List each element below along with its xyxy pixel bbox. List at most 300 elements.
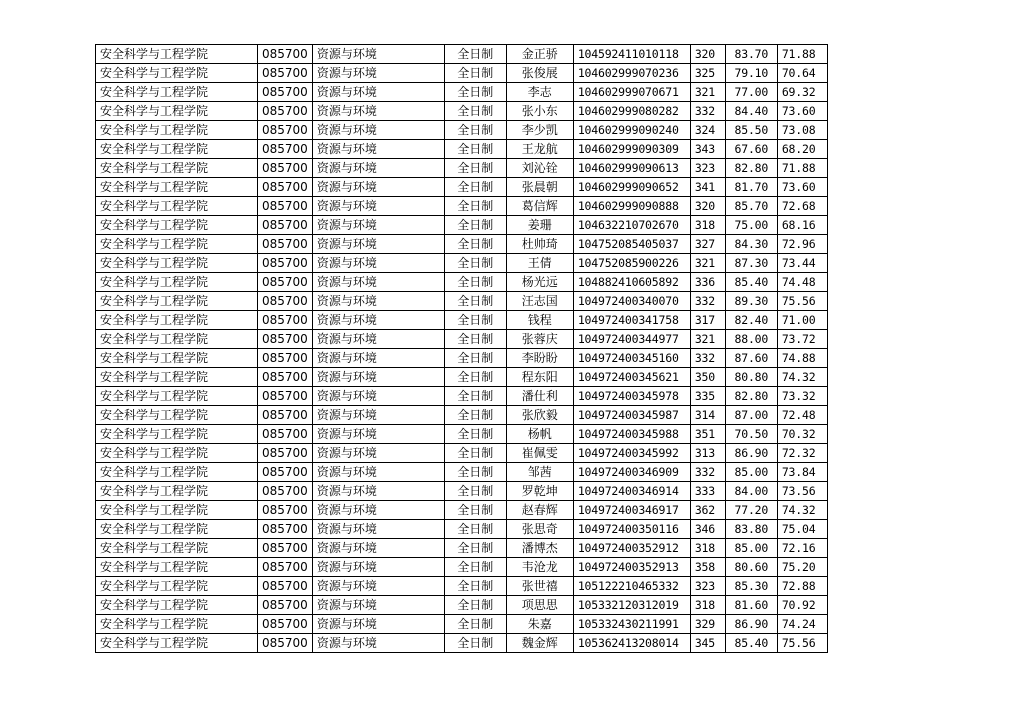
exam-id-cell: 104972400345992 xyxy=(573,444,690,463)
initial-score-cell: 321 xyxy=(690,254,725,273)
college-cell: 安全科学与工程学院 xyxy=(96,235,258,254)
major-code-cell: 085700 xyxy=(258,444,313,463)
college-cell: 安全科学与工程学院 xyxy=(96,45,258,64)
student-name-cell: 李少凯 xyxy=(506,121,573,140)
initial-score-cell: 362 xyxy=(690,501,725,520)
college-cell: 安全科学与工程学院 xyxy=(96,121,258,140)
exam-id-cell: 104602999090888 xyxy=(573,197,690,216)
initial-score-cell: 323 xyxy=(690,159,725,178)
interview-score-cell: 82.40 xyxy=(725,311,777,330)
total-score-cell: 73.08 xyxy=(777,121,827,140)
exam-id-cell: 105362413208014 xyxy=(573,634,690,653)
college-cell: 安全科学与工程学院 xyxy=(96,444,258,463)
table-row xyxy=(96,463,828,482)
total-score-cell: 74.48 xyxy=(777,273,827,292)
college-cell: 安全科学与工程学院 xyxy=(96,406,258,425)
college-cell: 安全科学与工程学院 xyxy=(96,178,258,197)
major-name-cell: 资源与环境 xyxy=(312,273,444,292)
table-row xyxy=(96,539,828,558)
major-name-cell: 资源与环境 xyxy=(312,482,444,501)
student-name-cell: 张蓉庆 xyxy=(506,330,573,349)
major-name-cell: 资源与环境 xyxy=(312,45,444,64)
major-code-cell: 085700 xyxy=(258,425,313,444)
major-name-cell: 资源与环境 xyxy=(312,349,444,368)
major-name-cell: 资源与环境 xyxy=(312,216,444,235)
total-score-cell: 74.32 xyxy=(777,368,827,387)
student-name-cell: 汪志国 xyxy=(506,292,573,311)
total-score-cell: 72.32 xyxy=(777,444,827,463)
major-code-cell: 085700 xyxy=(258,178,313,197)
study-mode-cell: 全日制 xyxy=(444,520,506,539)
student-name-cell: 杨光远 xyxy=(506,273,573,292)
total-score-cell: 73.32 xyxy=(777,387,827,406)
major-code-cell: 085700 xyxy=(258,387,313,406)
study-mode-cell: 全日制 xyxy=(444,539,506,558)
interview-score-cell: 70.50 xyxy=(725,425,777,444)
major-name-cell: 资源与环境 xyxy=(312,615,444,634)
initial-score-cell: 321 xyxy=(690,330,725,349)
total-score-cell: 73.72 xyxy=(777,330,827,349)
major-code-cell: 085700 xyxy=(258,539,313,558)
exam-id-cell: 104602999090309 xyxy=(573,140,690,159)
major-name-cell: 资源与环境 xyxy=(312,140,444,159)
initial-score-cell: 336 xyxy=(690,273,725,292)
table-row xyxy=(96,197,828,216)
student-name-cell: 金正骄 xyxy=(506,45,573,64)
total-score-cell: 72.96 xyxy=(777,235,827,254)
major-code-cell: 085700 xyxy=(258,273,313,292)
study-mode-cell: 全日制 xyxy=(444,311,506,330)
major-name-cell: 资源与环境 xyxy=(312,83,444,102)
table-row xyxy=(96,254,828,273)
major-name-cell: 资源与环境 xyxy=(312,121,444,140)
initial-score-cell: 325 xyxy=(690,64,725,83)
study-mode-cell: 全日制 xyxy=(444,406,506,425)
major-name-cell: 资源与环境 xyxy=(312,425,444,444)
initial-score-cell: 350 xyxy=(690,368,725,387)
major-name-cell: 资源与环境 xyxy=(312,501,444,520)
exam-id-cell: 104972400352913 xyxy=(573,558,690,577)
total-score-cell: 70.64 xyxy=(777,64,827,83)
student-name-cell: 潘博杰 xyxy=(506,539,573,558)
major-name-cell: 资源与环境 xyxy=(312,330,444,349)
college-cell: 安全科学与工程学院 xyxy=(96,425,258,444)
interview-score-cell: 77.20 xyxy=(725,501,777,520)
exam-id-cell: 104602999090652 xyxy=(573,178,690,197)
study-mode-cell: 全日制 xyxy=(444,558,506,577)
student-name-cell: 王倩 xyxy=(506,254,573,273)
initial-score-cell: 335 xyxy=(690,387,725,406)
interview-score-cell: 85.30 xyxy=(725,577,777,596)
total-score-cell: 70.32 xyxy=(777,425,827,444)
initial-score-cell: 332 xyxy=(690,349,725,368)
student-name-cell: 葛信辉 xyxy=(506,197,573,216)
major-code-cell: 085700 xyxy=(258,197,313,216)
student-name-cell: 邹茜 xyxy=(506,463,573,482)
interview-score-cell: 86.90 xyxy=(725,444,777,463)
initial-score-cell: 318 xyxy=(690,596,725,615)
college-cell: 安全科学与工程学院 xyxy=(96,634,258,653)
interview-score-cell: 77.00 xyxy=(725,83,777,102)
major-code-cell: 085700 xyxy=(258,64,313,83)
initial-score-cell: 333 xyxy=(690,482,725,501)
student-name-cell: 杜帅琦 xyxy=(506,235,573,254)
interview-score-cell: 81.70 xyxy=(725,178,777,197)
total-score-cell: 75.56 xyxy=(777,292,827,311)
college-cell: 安全科学与工程学院 xyxy=(96,254,258,273)
student-name-cell: 张俊展 xyxy=(506,64,573,83)
total-score-cell: 71.88 xyxy=(777,159,827,178)
table-row xyxy=(96,159,828,178)
student-name-cell: 张世禧 xyxy=(506,577,573,596)
interview-score-cell: 83.70 xyxy=(725,45,777,64)
study-mode-cell: 全日制 xyxy=(444,463,506,482)
major-code-cell: 085700 xyxy=(258,102,313,121)
major-code-cell: 085700 xyxy=(258,349,313,368)
interview-score-cell: 84.00 xyxy=(725,482,777,501)
major-code-cell: 085700 xyxy=(258,140,313,159)
interview-score-cell: 82.80 xyxy=(725,159,777,178)
table-row xyxy=(96,140,828,159)
major-code-cell: 085700 xyxy=(258,406,313,425)
initial-score-cell: 345 xyxy=(690,634,725,653)
study-mode-cell: 全日制 xyxy=(444,64,506,83)
exam-id-cell: 105332430211991 xyxy=(573,615,690,634)
exam-id-cell: 104972400345160 xyxy=(573,349,690,368)
major-name-cell: 资源与环境 xyxy=(312,368,444,387)
student-name-cell: 李志 xyxy=(506,83,573,102)
college-cell: 安全科学与工程学院 xyxy=(96,539,258,558)
major-name-cell: 资源与环境 xyxy=(312,292,444,311)
interview-score-cell: 83.80 xyxy=(725,520,777,539)
college-cell: 安全科学与工程学院 xyxy=(96,482,258,501)
college-cell: 安全科学与工程学院 xyxy=(96,83,258,102)
initial-score-cell: 332 xyxy=(690,463,725,482)
major-code-cell: 085700 xyxy=(258,596,313,615)
exam-id-cell: 104602999080282 xyxy=(573,102,690,121)
study-mode-cell: 全日制 xyxy=(444,330,506,349)
total-score-cell: 68.20 xyxy=(777,140,827,159)
interview-score-cell: 67.60 xyxy=(725,140,777,159)
table-row xyxy=(96,292,828,311)
exam-id-cell: 104602999090613 xyxy=(573,159,690,178)
table-row xyxy=(96,216,828,235)
exam-id-cell: 104972400345988 xyxy=(573,425,690,444)
study-mode-cell: 全日制 xyxy=(444,178,506,197)
table-row xyxy=(96,64,828,83)
total-score-cell: 75.20 xyxy=(777,558,827,577)
total-score-cell: 72.48 xyxy=(777,406,827,425)
table-row xyxy=(96,406,828,425)
initial-score-cell: 346 xyxy=(690,520,725,539)
major-name-cell: 资源与环境 xyxy=(312,520,444,539)
student-name-cell: 项思思 xyxy=(506,596,573,615)
major-code-cell: 085700 xyxy=(258,83,313,102)
study-mode-cell: 全日制 xyxy=(444,387,506,406)
college-cell: 安全科学与工程学院 xyxy=(96,292,258,311)
major-code-cell: 085700 xyxy=(258,558,313,577)
college-cell: 安全科学与工程学院 xyxy=(96,368,258,387)
interview-score-cell: 80.60 xyxy=(725,558,777,577)
total-score-cell: 75.04 xyxy=(777,520,827,539)
total-score-cell: 74.24 xyxy=(777,615,827,634)
study-mode-cell: 全日制 xyxy=(444,501,506,520)
major-code-cell: 085700 xyxy=(258,121,313,140)
exam-id-cell: 104602999090240 xyxy=(573,121,690,140)
student-name-cell: 罗乾坤 xyxy=(506,482,573,501)
table-row xyxy=(96,558,828,577)
study-mode-cell: 全日制 xyxy=(444,273,506,292)
table-row xyxy=(96,83,828,102)
college-cell: 安全科学与工程学院 xyxy=(96,64,258,83)
exam-id-cell: 104972400344977 xyxy=(573,330,690,349)
interview-score-cell: 75.00 xyxy=(725,216,777,235)
exam-id-cell: 104972400346914 xyxy=(573,482,690,501)
major-code-cell: 085700 xyxy=(258,482,313,501)
study-mode-cell: 全日制 xyxy=(444,577,506,596)
interview-score-cell: 87.30 xyxy=(725,254,777,273)
table-row xyxy=(96,349,828,368)
college-cell: 安全科学与工程学院 xyxy=(96,273,258,292)
major-name-cell: 资源与环境 xyxy=(312,634,444,653)
table-row xyxy=(96,368,828,387)
student-name-cell: 钱程 xyxy=(506,311,573,330)
initial-score-cell: 318 xyxy=(690,539,725,558)
major-code-cell: 085700 xyxy=(258,577,313,596)
study-mode-cell: 全日制 xyxy=(444,596,506,615)
student-name-cell: 王龙航 xyxy=(506,140,573,159)
student-name-cell: 张晨朝 xyxy=(506,178,573,197)
initial-score-cell: 320 xyxy=(690,197,725,216)
exam-id-cell: 104602999070671 xyxy=(573,83,690,102)
table-row xyxy=(96,273,828,292)
major-name-cell: 资源与环境 xyxy=(312,444,444,463)
study-mode-cell: 全日制 xyxy=(444,235,506,254)
major-code-cell: 085700 xyxy=(258,520,313,539)
interview-score-cell: 85.40 xyxy=(725,634,777,653)
initial-score-cell: 324 xyxy=(690,121,725,140)
college-cell: 安全科学与工程学院 xyxy=(96,463,258,482)
major-code-cell: 085700 xyxy=(258,501,313,520)
table-row xyxy=(96,577,828,596)
total-score-cell: 73.44 xyxy=(777,254,827,273)
exam-id-cell: 104752085405037 xyxy=(573,235,690,254)
total-score-cell: 68.16 xyxy=(777,216,827,235)
interview-score-cell: 84.30 xyxy=(725,235,777,254)
college-cell: 安全科学与工程学院 xyxy=(96,311,258,330)
table-row xyxy=(96,121,828,140)
interview-score-cell: 84.40 xyxy=(725,102,777,121)
major-name-cell: 资源与环境 xyxy=(312,558,444,577)
college-cell: 安全科学与工程学院 xyxy=(96,102,258,121)
initial-score-cell: 351 xyxy=(690,425,725,444)
major-name-cell: 资源与环境 xyxy=(312,254,444,273)
major-name-cell: 资源与环境 xyxy=(312,102,444,121)
major-name-cell: 资源与环境 xyxy=(312,387,444,406)
study-mode-cell: 全日制 xyxy=(444,254,506,273)
initial-score-cell: 358 xyxy=(690,558,725,577)
college-cell: 安全科学与工程学院 xyxy=(96,349,258,368)
major-name-cell: 资源与环境 xyxy=(312,178,444,197)
study-mode-cell: 全日制 xyxy=(444,197,506,216)
admission-list-table xyxy=(95,44,828,653)
interview-score-cell: 81.60 xyxy=(725,596,777,615)
major-code-cell: 085700 xyxy=(258,634,313,653)
exam-id-cell: 104602999070236 xyxy=(573,64,690,83)
major-code-cell: 085700 xyxy=(258,463,313,482)
college-cell: 安全科学与工程学院 xyxy=(96,387,258,406)
table-row xyxy=(96,311,828,330)
exam-id-cell: 104972400340070 xyxy=(573,292,690,311)
student-name-cell: 张思奇 xyxy=(506,520,573,539)
major-name-cell: 资源与环境 xyxy=(312,197,444,216)
student-name-cell: 朱嘉 xyxy=(506,615,573,634)
interview-score-cell: 82.80 xyxy=(725,387,777,406)
major-name-cell: 资源与环境 xyxy=(312,235,444,254)
initial-score-cell: 323 xyxy=(690,577,725,596)
major-name-cell: 资源与环境 xyxy=(312,311,444,330)
major-code-cell: 085700 xyxy=(258,216,313,235)
interview-score-cell: 85.00 xyxy=(725,539,777,558)
student-name-cell: 潘仕利 xyxy=(506,387,573,406)
student-name-cell: 张小东 xyxy=(506,102,573,121)
table-row xyxy=(96,178,828,197)
table-row xyxy=(96,615,828,634)
study-mode-cell: 全日制 xyxy=(444,102,506,121)
initial-score-cell: 327 xyxy=(690,235,725,254)
table-row xyxy=(96,102,828,121)
major-name-cell: 资源与环境 xyxy=(312,463,444,482)
student-name-cell: 崔佩雯 xyxy=(506,444,573,463)
total-score-cell: 70.92 xyxy=(777,596,827,615)
total-score-cell: 74.88 xyxy=(777,349,827,368)
study-mode-cell: 全日制 xyxy=(444,159,506,178)
student-name-cell: 张欣毅 xyxy=(506,406,573,425)
total-score-cell: 75.56 xyxy=(777,634,827,653)
study-mode-cell: 全日制 xyxy=(444,83,506,102)
total-score-cell: 73.84 xyxy=(777,463,827,482)
major-code-cell: 085700 xyxy=(258,615,313,634)
college-cell: 安全科学与工程学院 xyxy=(96,577,258,596)
interview-score-cell: 85.50 xyxy=(725,121,777,140)
table-row xyxy=(96,425,828,444)
interview-score-cell: 80.80 xyxy=(725,368,777,387)
student-name-cell: 李盼盼 xyxy=(506,349,573,368)
interview-score-cell: 85.70 xyxy=(725,197,777,216)
college-cell: 安全科学与工程学院 xyxy=(96,140,258,159)
college-cell: 安全科学与工程学院 xyxy=(96,615,258,634)
total-score-cell: 72.68 xyxy=(777,197,827,216)
study-mode-cell: 全日制 xyxy=(444,140,506,159)
initial-score-cell: 314 xyxy=(690,406,725,425)
interview-score-cell: 79.10 xyxy=(725,64,777,83)
exam-id-cell: 104752085900226 xyxy=(573,254,690,273)
college-cell: 安全科学与工程学院 xyxy=(96,197,258,216)
major-code-cell: 085700 xyxy=(258,254,313,273)
table-row xyxy=(96,330,828,349)
initial-score-cell: 329 xyxy=(690,615,725,634)
exam-id-cell: 105122210465332 xyxy=(573,577,690,596)
major-code-cell: 085700 xyxy=(258,368,313,387)
college-cell: 安全科学与工程学院 xyxy=(96,501,258,520)
exam-id-cell: 104972400346909 xyxy=(573,463,690,482)
table-row xyxy=(96,596,828,615)
table-row xyxy=(96,235,828,254)
study-mode-cell: 全日制 xyxy=(444,368,506,387)
study-mode-cell: 全日制 xyxy=(444,634,506,653)
table-row xyxy=(96,444,828,463)
college-cell: 安全科学与工程学院 xyxy=(96,558,258,577)
study-mode-cell: 全日制 xyxy=(444,45,506,64)
interview-score-cell: 89.30 xyxy=(725,292,777,311)
interview-score-cell: 85.00 xyxy=(725,463,777,482)
college-cell: 安全科学与工程学院 xyxy=(96,159,258,178)
exam-id-cell: 104972400345621 xyxy=(573,368,690,387)
college-cell: 安全科学与工程学院 xyxy=(96,520,258,539)
major-name-cell: 资源与环境 xyxy=(312,406,444,425)
study-mode-cell: 全日制 xyxy=(444,615,506,634)
total-score-cell: 73.60 xyxy=(777,102,827,121)
study-mode-cell: 全日制 xyxy=(444,444,506,463)
total-score-cell: 73.56 xyxy=(777,482,827,501)
student-name-cell: 杨帆 xyxy=(506,425,573,444)
study-mode-cell: 全日制 xyxy=(444,292,506,311)
interview-score-cell: 87.00 xyxy=(725,406,777,425)
student-name-cell: 刘沁铨 xyxy=(506,159,573,178)
table-row xyxy=(96,634,828,653)
student-name-cell: 韦沧龙 xyxy=(506,558,573,577)
study-mode-cell: 全日制 xyxy=(444,121,506,140)
initial-score-cell: 343 xyxy=(690,140,725,159)
study-mode-cell: 全日制 xyxy=(444,425,506,444)
major-code-cell: 085700 xyxy=(258,292,313,311)
interview-score-cell: 86.90 xyxy=(725,615,777,634)
student-name-cell: 程东阳 xyxy=(506,368,573,387)
major-code-cell: 085700 xyxy=(258,159,313,178)
interview-score-cell: 87.60 xyxy=(725,349,777,368)
exam-id-cell: 104972400341758 xyxy=(573,311,690,330)
college-cell: 安全科学与工程学院 xyxy=(96,596,258,615)
total-score-cell: 69.32 xyxy=(777,83,827,102)
table-row xyxy=(96,482,828,501)
major-code-cell: 085700 xyxy=(258,311,313,330)
total-score-cell: 71.88 xyxy=(777,45,827,64)
initial-score-cell: 317 xyxy=(690,311,725,330)
total-score-cell: 71.00 xyxy=(777,311,827,330)
exam-id-cell: 105332120312019 xyxy=(573,596,690,615)
exam-id-cell: 104632210702670 xyxy=(573,216,690,235)
major-code-cell: 085700 xyxy=(258,330,313,349)
total-score-cell: 72.16 xyxy=(777,539,827,558)
exam-id-cell: 104972400350116 xyxy=(573,520,690,539)
table-row xyxy=(96,501,828,520)
exam-id-cell: 104972400345978 xyxy=(573,387,690,406)
initial-score-cell: 341 xyxy=(690,178,725,197)
total-score-cell: 74.32 xyxy=(777,501,827,520)
exam-id-cell: 104972400345987 xyxy=(573,406,690,425)
study-mode-cell: 全日制 xyxy=(444,216,506,235)
college-cell: 安全科学与工程学院 xyxy=(96,330,258,349)
major-name-cell: 资源与环境 xyxy=(312,596,444,615)
total-score-cell: 72.88 xyxy=(777,577,827,596)
initial-score-cell: 320 xyxy=(690,45,725,64)
interview-score-cell: 88.00 xyxy=(725,330,777,349)
major-code-cell: 085700 xyxy=(258,45,313,64)
initial-score-cell: 332 xyxy=(690,292,725,311)
initial-score-cell: 318 xyxy=(690,216,725,235)
college-cell: 安全科学与工程学院 xyxy=(96,216,258,235)
major-code-cell: 085700 xyxy=(258,235,313,254)
